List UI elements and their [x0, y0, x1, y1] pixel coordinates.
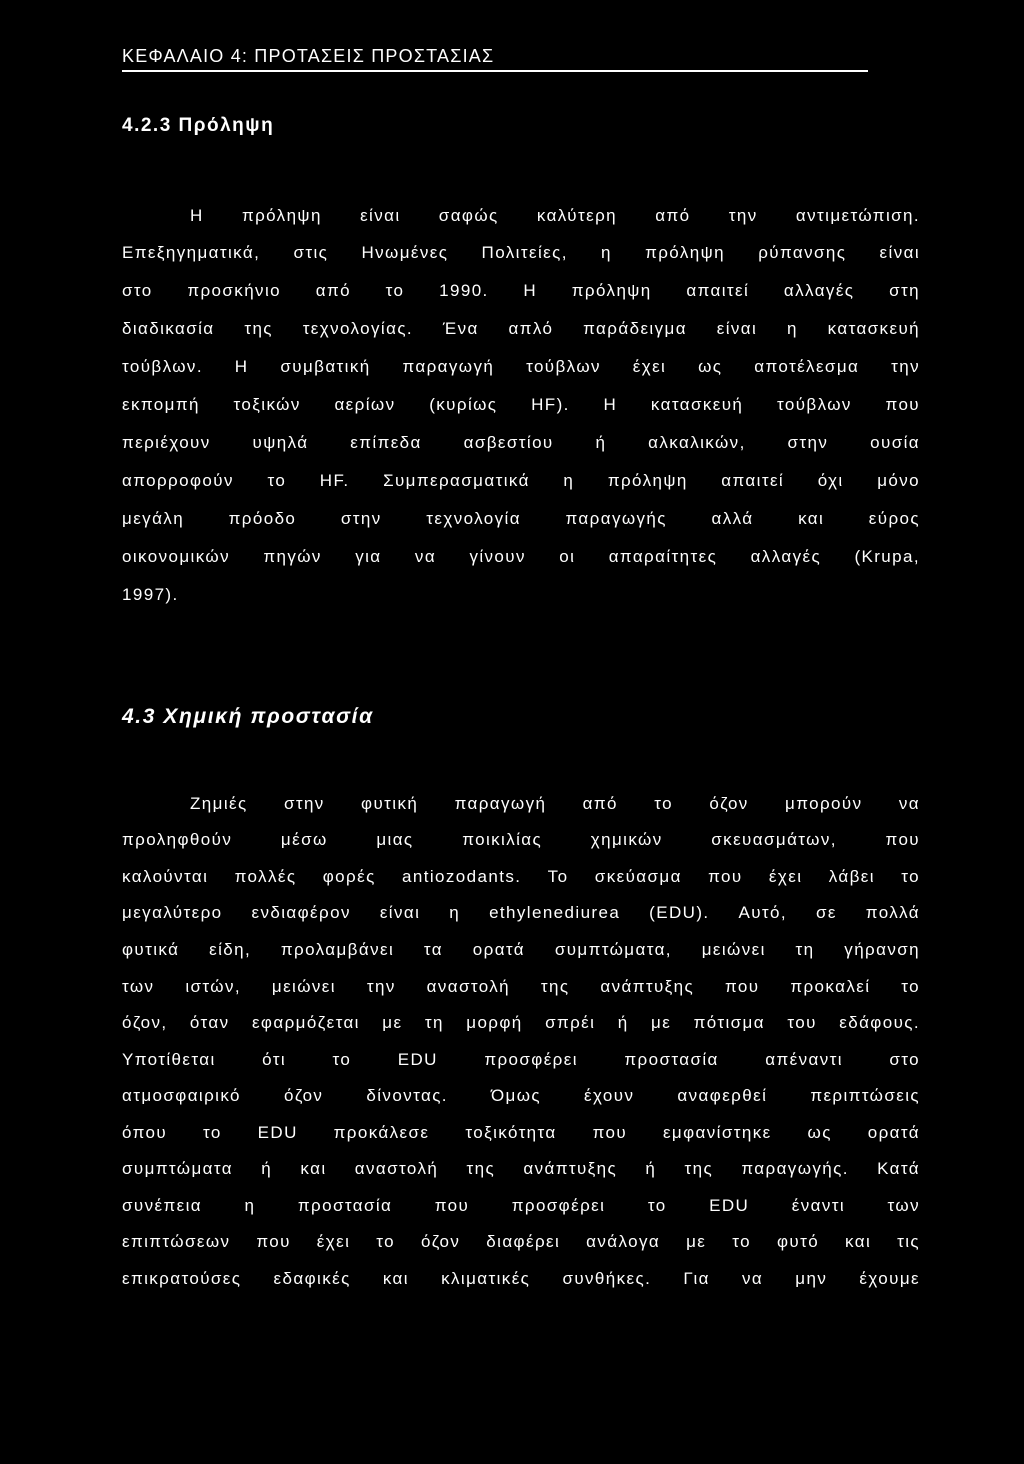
paragraph-line: τούβλων. Η συμβατική παραγωγή τούβλων έχει ως αποτέλεσμα την [122, 357, 920, 376]
paragraph-line: προληφθούν μέσω μιας ποικιλίας χημικών σκευασμάτων, που [122, 830, 920, 849]
paragraph-line: καλούνται πολλές φορές antiozodants. Το σκεύασμα που έχει λάβει το [122, 867, 920, 886]
paragraph-line: όζον, όταν εφαρμόζεται με τη μορφή σπρέι ή με πότισμα του εδάφους. [122, 1013, 920, 1032]
paragraph-line: Ζημιές στην φυτική παραγωγή από το όζον μπορούν να [190, 794, 920, 813]
paragraph-line: διαδικασία της τεχνολογίας. Ένα απλό παράδειγμα είναι η κατασκευή [122, 319, 920, 338]
paragraph-line: 1997). [122, 585, 179, 604]
paragraph-line: όπου το EDU προκάλεσε τοξικότητα που εμφανίστηκε ως ορατά [122, 1123, 920, 1142]
paragraph-line: ατμοσφαιρικό όζον δίνοντας. Όμως έχουν αναφερθεί περιπτώσεις [122, 1086, 920, 1105]
paragraph-line: συμπτώματα ή και αναστολή της ανάπτυξης ή της παραγωγής. Κατά [122, 1159, 920, 1178]
paragraph-line: συνέπεια η προστασία που προσφέρει το EDU έναντι των [122, 1196, 920, 1215]
paragraph-line: στο προσκήνιο από το 1990. Η πρόληψη απαιτεί αλλαγές στη [122, 281, 920, 300]
paragraph-line: μεγαλύτερο ενδιαφέρον είναι η ethylenediurea (EDU). Αυτό, σε πολλά [122, 903, 920, 922]
paragraph-line: μεγάλη πρόοδο στην τεχνολογία παραγωγής αλλά και εύρος [122, 509, 920, 528]
paragraph-line: επικρατούσες εδαφικές και κλιματικές συνθήκες. Για να μην έχουμε [122, 1269, 920, 1288]
paragraph-line: φυτικά είδη, προλαμβάνει τα ορατά συμπτώματα, μειώνει τη γήρανση [122, 940, 920, 959]
paragraph-line: απορροφούν το HF. Συμπερασματικά η πρόληψη απαιτεί όχι μόνο [122, 471, 920, 490]
paragraph-line: Υποτίθεται ότι το EDU προσφέρει προστασία απέναντι στο [122, 1050, 920, 1069]
subsection-heading: 4.3 Χημική προστασία [122, 705, 374, 728]
paragraph-line: Επεξηγηματικά, στις Ηνωμένες Πολιτείες, η πρόληψη ρύπανσης είναι [122, 243, 920, 262]
paragraph-line: επιπτώσεων που έχει το όζον διαφέρει ανάλογα με το φυτό και τις [122, 1232, 920, 1251]
paragraph-line: περιέχουν υψηλά επίπεδα ασβεστίου ή αλκαλικών, στην ουσία [122, 433, 920, 452]
paragraph-line: των ιστών, μειώνει την αναστολή της ανάπτυξης που προκαλεί το [122, 977, 920, 996]
paragraph-line: οικονομικών πηγών για να γίνουν οι απαραίτητες αλλαγές (Krupa, [122, 547, 920, 566]
paragraph-line: εκπομπή τοξικών αερίων (κυρίως HF). Η κατασκευή τούβλων που [122, 395, 920, 414]
running-header: ΚΕΦΑΛΑΙΟ 4: ΠΡΟΤΑΣΕΙΣ ΠΡΟΣΤΑΣΙΑΣ [122, 44, 868, 72]
section-heading: 4.2.3 Πρόληψη [122, 115, 275, 136]
paragraph-line: Η πρόληψη είναι σαφώς καλύτερη από την αντιμετώπιση. [190, 206, 920, 225]
